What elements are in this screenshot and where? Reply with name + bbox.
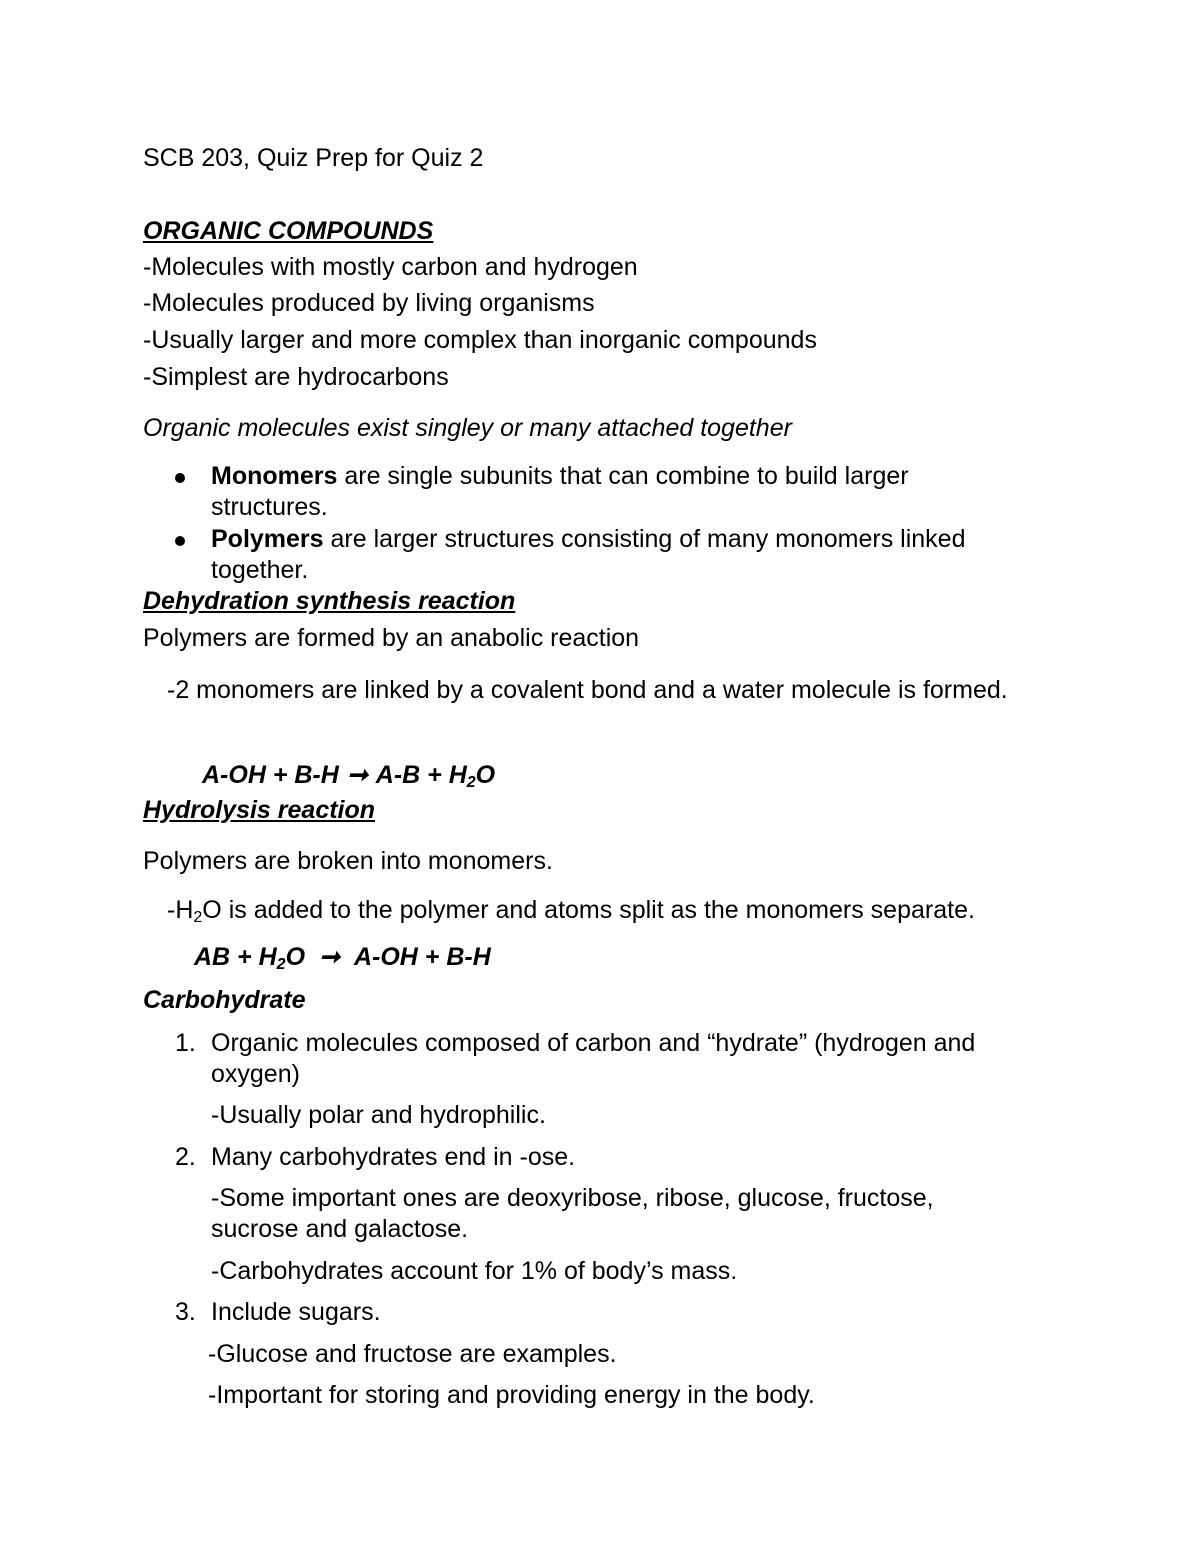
organic-item: -Molecules with mostly carbon and hydrogen (143, 253, 638, 281)
document-title: SCB 203, Quiz Prep for Quiz 2 (143, 144, 484, 172)
organic-note: Organic molecules exist singley or many attached together (143, 414, 792, 442)
monomers-text: are single subunits that can combine to build larger (337, 462, 909, 490)
subscript: 2 (193, 909, 203, 926)
equation-left: AB + H (194, 943, 277, 971)
carbohydrate-item: Include sugars. (211, 1298, 381, 1326)
list-number: 2. (175, 1143, 196, 1171)
detail-post: O is added to the polymer and atoms split as the monomers separate. (202, 896, 975, 924)
polymers-term: Polymers (211, 525, 324, 553)
dehydration-equation (202, 760, 495, 790)
subscript: 2 (276, 956, 286, 973)
carbohydrate-subitem: -Carbohydrates account for 1% of body’s mass. (211, 1257, 738, 1285)
hydrolysis-detail (167, 895, 975, 925)
monomers-text-cont: structures. (211, 493, 328, 521)
dehydration-heading: Dehydration synthesis reaction (143, 587, 516, 615)
carbohydrate-item-cont: oxygen) (211, 1060, 300, 1088)
arrow-right-icon: ➞ (319, 943, 340, 971)
hydrolysis-intro: Polymers are broken into monomers. (143, 847, 553, 875)
equation-left: A-OH + B-H (202, 761, 339, 789)
arrow-right-icon: ➞ (346, 761, 368, 789)
dehydration-intro: Polymers are formed by an anabolic reaction (143, 624, 640, 652)
equation-right: A-B + H (375, 761, 467, 789)
hydrolysis-equation (194, 942, 491, 972)
carbohydrate-item: Many carbohydrates end in -ose. (211, 1143, 576, 1171)
organic-item: -Simplest are hydrocarbons (143, 363, 449, 391)
monomers-term: Monomers (211, 462, 338, 490)
carbohydrate-item: Organic molecules composed of carbon and “hydrate” (hydrogen and (211, 1029, 976, 1057)
carbohydrate-subitem: -Important for storing and providing energy in the body. (208, 1381, 815, 1409)
bullet-icon (175, 536, 185, 546)
carbohydrate-subitem: -Glucose and fructose are examples. (208, 1340, 617, 1368)
polymers-text-cont: together. (211, 556, 309, 584)
equation-right: A-OH + B-H (353, 943, 491, 971)
organic-item: -Usually larger and more complex than inorganic compounds (143, 326, 817, 354)
carbohydrate-heading: Carbohydrate (143, 986, 306, 1014)
carbohydrate-subitem: -Some important ones are deoxyribose, ribose, glucose, fructose, (211, 1184, 934, 1212)
list-number: 3. (175, 1298, 196, 1326)
carbohydrate-subitem-cont: sucrose and galactose. (211, 1215, 469, 1243)
bullet-icon (175, 473, 185, 483)
organic-compounds-heading: ORGANIC COMPOUNDS (143, 217, 434, 245)
detail-pre: -H (167, 896, 194, 924)
list-number: 1. (175, 1029, 196, 1057)
organic-item: -Molecules produced by living organisms (143, 289, 595, 317)
polymers-text: are larger structures consisting of many monomers linked (323, 525, 966, 553)
monomers-bullet (211, 461, 909, 491)
equation-left-tail: O (285, 943, 306, 971)
polymers-bullet (211, 524, 966, 554)
carbohydrate-subitem: -Usually polar and hydrophilic. (211, 1101, 546, 1129)
hydrolysis-heading: Hydrolysis reaction (143, 796, 376, 824)
dehydration-detail: -2 monomers are linked by a covalent bond and a water molecule is formed. (167, 676, 1008, 704)
equation-tail: O (475, 761, 496, 789)
subscript: 2 (466, 774, 476, 791)
